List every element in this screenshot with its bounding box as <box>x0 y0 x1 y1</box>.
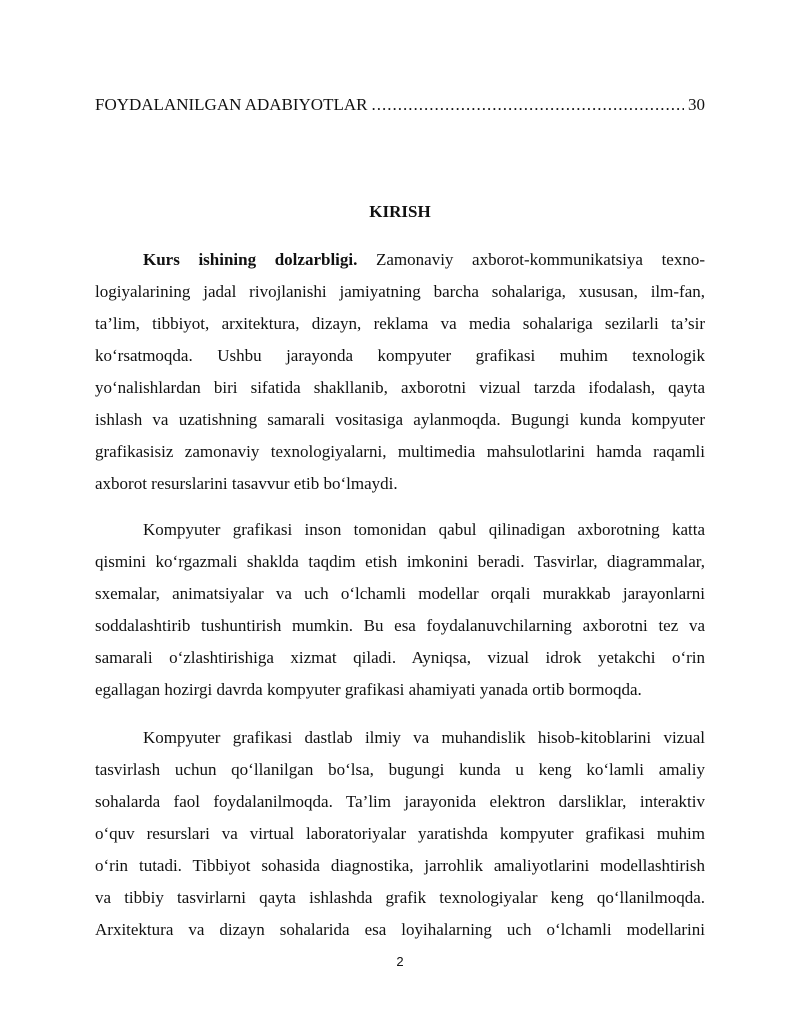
paragraph-line: yo‘nalishlardan biri sifatida shakllanib, axborotni vizual tarzda ifodalash, qayta <box>95 378 705 397</box>
paragraph-line: ishlash va uzatishning samarali vositasiga aylanmoqda. Bugungi kunda kompyuter <box>95 410 705 429</box>
paragraph-line: soddalashtirib tushuntirish mumkin. Bu esa foydalanuvchilarning axborotni tez va <box>95 616 705 635</box>
paragraph-line: o‘quv resurslari va virtual laboratoriyalar yaratishda kompyuter grafikasi muhim <box>95 824 705 843</box>
paragraph-line-text: Zamonaviy axborot-kommunikatsiya texno- <box>376 250 706 269</box>
toc-leader-dots <box>371 94 684 116</box>
paragraph-visual-information <box>95 514 705 706</box>
paragraph-line: Kompyuter grafikasi dastlab ilmiy va muhandislik hisob-kitoblarini vizual <box>143 728 705 747</box>
toc-entry-label: FOYDALANILGAN ADABIYOTLAR <box>95 95 368 114</box>
paragraph-line: Kompyuter grafikasi inson tomonidan qabul qilinadigan axborotning katta <box>143 520 705 539</box>
section-heading: KIRISH <box>369 202 431 221</box>
paragraph-line: grafikasisiz zamonaviy texnologiyalarni, multimedia mahsulotlarini hamda raqamli <box>95 442 705 461</box>
paragraph-lead: Kurs ishining dolzarbligi. <box>143 250 358 269</box>
paragraph-relevance <box>95 244 705 500</box>
page-number: 2 <box>396 954 404 969</box>
paragraph-line: ko‘rsatmoqda. Ushbu jarayonda kompyuter grafikasi muhim texnologik <box>95 346 705 365</box>
paragraph-line <box>95 244 705 276</box>
paragraph-line: egallagan hozirgi davrda kompyuter grafikasi ahamiyati yanada ortib bormoqda. <box>95 680 642 699</box>
paragraph-line: ta’lim, tibbiyot, arxitektura, dizayn, reklama va media sohalariga sezilarli ta’sir <box>95 314 705 333</box>
paragraph-line: sxemalar, animatsiyalar va uch o‘lchamli modellar orqali murakkab jarayonlarni <box>95 584 705 603</box>
paragraph-line: qismini ko‘rgazmali shaklda taqdim etish imkonini beradi. Tasvirlar, diagrammalar, <box>95 552 705 571</box>
paragraph-applications <box>95 722 705 946</box>
paragraph-line: samarali o‘zlashtirishiga xizmat qiladi. Ayniqsa, vizual idrok yetakchi o‘rin <box>95 648 705 667</box>
paragraph-line: va tibbiy tasvirlarni qayta ishlashda grafik texnologiyalar keng qo‘llanilmoqda. <box>95 888 705 907</box>
toc-entry-page: 30 <box>688 95 705 114</box>
paragraph-line: axborot resurslarini tasavvur etib bo‘lmaydi. <box>95 474 398 493</box>
paragraph-line: sohalarda faol foydalanilmoqda. Ta’lim jarayonida elektron darsliklar, interaktiv <box>95 792 705 811</box>
paragraph-line: o‘rin tutadi. Tibbiyot sohasida diagnostika, jarrohlik amaliyotlarini modellashtirish <box>95 856 705 875</box>
toc-entry[interactable] <box>95 94 705 116</box>
paragraph-line: logiyalarining jadal rivojlanishi jamiyatning barcha sohalariga, xususan, ilm-fan, <box>95 282 705 301</box>
paragraph-line: Arxitektura va dizayn sohalarida esa loyihalarning uch o‘lchamli modellarini <box>95 920 705 939</box>
paragraph-line: tasvirlash uchun qo‘llanilgan bo‘lsa, bugungi kunda u keng ko‘lamli amaliy <box>95 760 705 779</box>
